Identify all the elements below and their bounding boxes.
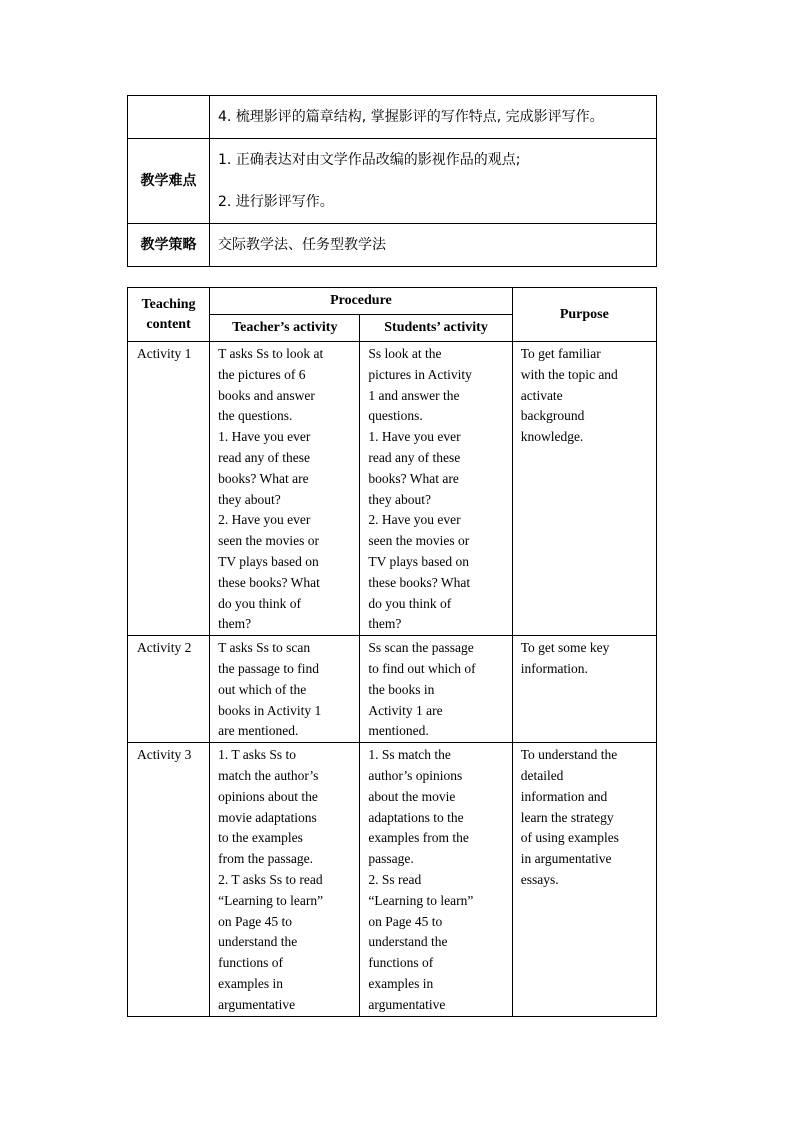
teacher-activity-cell bbox=[210, 342, 360, 636]
row-label bbox=[128, 96, 210, 139]
text-line: these books? What bbox=[368, 574, 471, 590]
row-text bbox=[210, 224, 657, 267]
text-line: the pictures of 6 bbox=[218, 366, 306, 382]
text-line: information and bbox=[520, 788, 608, 804]
text-line: these books? What bbox=[218, 574, 320, 590]
text-line: activate bbox=[520, 387, 563, 403]
text-line: movie adaptations bbox=[218, 809, 317, 825]
text-line: 2. Have you ever bbox=[218, 512, 311, 528]
text-line: examples in bbox=[218, 975, 283, 991]
text-line: 2. 进行影评写作。 bbox=[218, 194, 334, 210]
text-line: opinions about the bbox=[218, 788, 318, 804]
text-line: the books in bbox=[368, 681, 435, 697]
text-line: argumentative bbox=[368, 996, 446, 1012]
text-line: argumentative bbox=[218, 996, 296, 1012]
header-teacher-activity: Teacher’s activity bbox=[210, 315, 360, 342]
text-line: they about? bbox=[218, 491, 281, 507]
text-line: information. bbox=[520, 660, 588, 676]
text-line: 2. Have you ever bbox=[368, 512, 461, 528]
header-row bbox=[128, 288, 657, 315]
text-line: Ss scan the passage bbox=[368, 640, 474, 656]
text-line: To understand the bbox=[520, 747, 618, 763]
text-line: of using examples bbox=[520, 830, 619, 846]
text-line: read any of these bbox=[368, 449, 461, 465]
text-line: seen the movies or bbox=[368, 533, 470, 549]
text-line: To get familiar bbox=[520, 346, 601, 361]
objectives-table bbox=[127, 95, 657, 267]
text-line: T asks Ss to scan bbox=[218, 640, 311, 656]
text-line: to find out which of bbox=[368, 660, 476, 676]
text-line: do you think of bbox=[368, 595, 452, 611]
text-line: TV plays based on bbox=[368, 553, 470, 569]
text-line: To get some key bbox=[520, 640, 610, 656]
text-line: functions of bbox=[218, 955, 284, 971]
text-line: them? bbox=[368, 616, 402, 632]
strategy-row bbox=[128, 224, 657, 267]
text-line: Ss look at the bbox=[368, 346, 442, 361]
text-line: 1. Ss match the bbox=[368, 747, 451, 763]
text-line: seen the movies or bbox=[218, 533, 319, 549]
text-line: examples in bbox=[368, 975, 434, 991]
text-line: in argumentative bbox=[520, 851, 612, 867]
activity-label: Activity 3 bbox=[128, 743, 210, 1016]
text-line: 4. 梳理影评的篇章结构, 掌握影评的写作特点, 完成影评写作。 bbox=[218, 109, 604, 125]
text-line: 2. T asks Ss to read bbox=[218, 871, 323, 887]
text-line: books and answer bbox=[218, 387, 315, 403]
text-line: 1. Have you ever bbox=[368, 429, 461, 445]
text-line: the questions. bbox=[218, 408, 293, 424]
text-line: TV plays based on bbox=[218, 553, 319, 569]
text-line: on Page 45 to bbox=[218, 913, 293, 929]
text-line: match the author’s bbox=[218, 767, 319, 783]
text-line: knowledge. bbox=[520, 429, 584, 445]
students-activity-cell bbox=[360, 636, 512, 743]
text-line: questions. bbox=[368, 408, 423, 424]
teacher-activity-cell bbox=[210, 743, 360, 1016]
difficulty-row bbox=[128, 139, 657, 224]
purpose-cell bbox=[512, 342, 656, 636]
text-line: examples from the bbox=[368, 830, 469, 846]
text-line: learn the strategy bbox=[520, 809, 614, 825]
text-line: books in Activity 1 bbox=[218, 702, 322, 718]
procedure-table bbox=[127, 287, 657, 1017]
text-line: on Page 45 to bbox=[368, 913, 443, 929]
row-label-difficulty: 教学难点 bbox=[128, 139, 210, 224]
text-line: about the movie bbox=[368, 788, 456, 804]
activity-label: Activity 1 bbox=[128, 342, 210, 636]
header-line: Teaching bbox=[141, 296, 196, 312]
text-line: read any of these bbox=[218, 449, 310, 465]
objective-row bbox=[128, 96, 657, 139]
activity-row bbox=[128, 342, 657, 636]
purpose-cell bbox=[512, 743, 656, 1016]
header-purpose: Purpose bbox=[512, 288, 656, 342]
text-line: from the passage. bbox=[218, 851, 313, 867]
activity-label: Activity 2 bbox=[128, 636, 210, 743]
text-line: “Learning to learn” bbox=[368, 892, 474, 908]
text-line: 2. Ss read bbox=[368, 871, 422, 887]
text-line: 1. T asks Ss to bbox=[218, 747, 297, 763]
text-line: 1. Have you ever bbox=[218, 429, 311, 445]
activity-row bbox=[128, 743, 657, 1016]
text-line: passage. bbox=[368, 851, 414, 867]
teacher-activity-cell bbox=[210, 636, 360, 743]
text-line: mentioned. bbox=[368, 723, 429, 739]
text-line: do you think of bbox=[218, 595, 302, 611]
text-line: 1. 正确表达对由文学作品改编的影视作品的观点; bbox=[218, 152, 521, 168]
text-line: 1 and answer the bbox=[368, 387, 460, 403]
text-line: are mentioned. bbox=[218, 723, 299, 739]
row-text bbox=[210, 96, 657, 139]
text-line: T asks Ss to look at bbox=[218, 346, 324, 361]
text-line: Activity 1 are bbox=[368, 702, 443, 718]
text-line: functions of bbox=[368, 955, 434, 971]
students-activity-cell bbox=[360, 342, 512, 636]
text-line: detailed bbox=[520, 767, 564, 783]
text-line: books? What are bbox=[218, 470, 309, 486]
text-line: essays. bbox=[520, 871, 559, 887]
text-line: out which of the bbox=[218, 681, 307, 697]
text-line: the passage to find bbox=[218, 660, 319, 676]
text-line: author’s opinions bbox=[368, 767, 463, 783]
text-line: adaptations to the bbox=[368, 809, 464, 825]
activity-row bbox=[128, 636, 657, 743]
header-students-activity: Students’ activity bbox=[360, 315, 512, 342]
row-label-strategy: 教学策略 bbox=[128, 224, 210, 267]
text-line: to the examples bbox=[218, 830, 303, 846]
students-activity-cell bbox=[360, 743, 512, 1016]
text-line: with the topic and bbox=[520, 366, 618, 382]
header-teaching-content bbox=[128, 288, 210, 342]
text-line: they about? bbox=[368, 491, 432, 507]
text-line: understand the bbox=[218, 934, 298, 950]
row-text bbox=[210, 139, 657, 224]
text-line: books? What are bbox=[368, 470, 459, 486]
purpose-cell bbox=[512, 636, 656, 743]
text-line: “Learning to learn” bbox=[218, 892, 324, 908]
text-line: them? bbox=[218, 616, 252, 632]
text-line: pictures in Activity bbox=[368, 366, 472, 382]
text-line: understand the bbox=[368, 934, 448, 950]
header-procedure: Procedure bbox=[210, 288, 513, 315]
text-line: background bbox=[520, 408, 585, 424]
text-line: 交际教学法、任务型教学法 bbox=[218, 237, 386, 253]
header-line: content bbox=[146, 316, 191, 332]
